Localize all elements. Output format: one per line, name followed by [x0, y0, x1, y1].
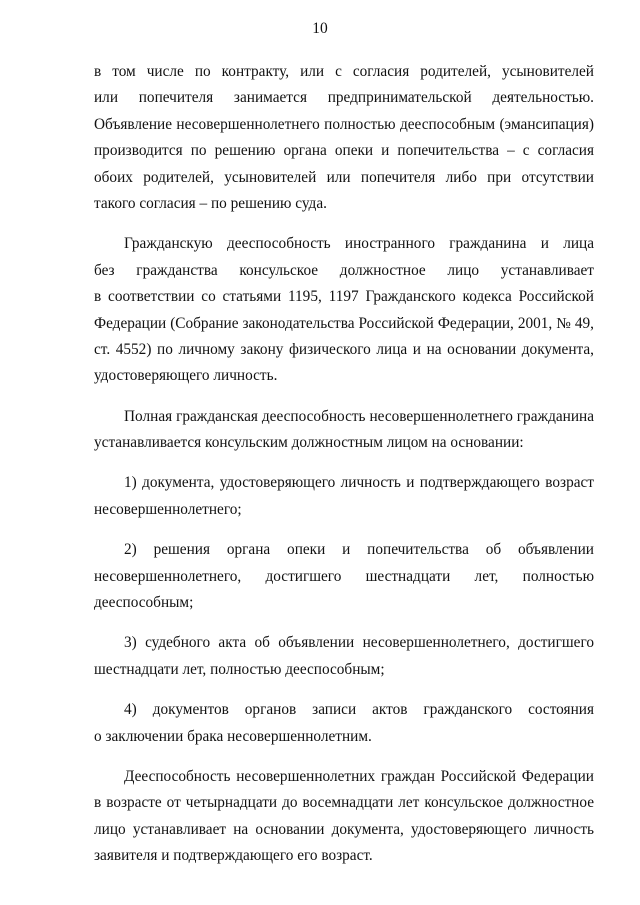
list-item: [94, 537, 594, 616]
text-line: или попечителя занимается предпринимательской деятельностью.: [94, 89, 594, 107]
paragraph: [94, 59, 594, 217]
text-line: устанавливается консульским должностным лицом на основании:: [94, 434, 524, 452]
text-line: о заключении брака несовершеннолетним.: [94, 727, 372, 745]
text-line: без гражданства консульское должностное лицо устанавливает: [94, 261, 594, 279]
text-line: Полная гражданская дееспособность несовершеннолетнего гражданина: [124, 407, 594, 425]
text-line: в соответствии со статьями 1195, 1197 Гражданского кодекса Российской: [94, 288, 594, 306]
text-line: ст. 4552) по личному закону физического лица и на основании документа,: [94, 340, 594, 358]
document-body: [94, 59, 594, 870]
text-line: в возрасте от четырнадцати до восемнадцати лет консульское должностное: [94, 794, 594, 812]
text-line: 2) решения органа опеки и попечительства об объявлении: [124, 541, 594, 559]
text-line: 1) документа, удостоверяющего личность и подтверждающего возраст: [124, 474, 594, 492]
page-number: 10: [312, 20, 328, 37]
text-line: дееспособным;: [94, 594, 194, 612]
text-line: Федерации (Собрание законодательства Российской Федерации, 2001, № 49,: [94, 314, 594, 332]
text-line: в том числе по контракту, или с согласия родителей, усыновителей: [94, 63, 594, 80]
text-line: шестнадцати лет, полностью дееспособным;: [94, 660, 385, 678]
list-item: [94, 697, 594, 750]
text-line: заявителя и подтверждающего его возраст.: [94, 847, 373, 865]
paragraph: [94, 764, 594, 870]
text-line: производится по решению органа опеки и попечительства – с согласия: [94, 142, 594, 160]
text-line: Объявление несовершеннолетнего полностью дееспособным (эмансипация): [94, 115, 594, 133]
text-line: 4) документов органов записи актов гражданского состояния: [124, 701, 594, 719]
text-line: удостоверяющего личность.: [94, 367, 278, 385]
text-line: несовершеннолетнего, достигшего шестнадцати лет, полностью: [94, 567, 594, 585]
paragraph: [94, 231, 594, 389]
text-line: лицо устанавливает на основании документа, удостоверяющего личность: [94, 820, 594, 838]
text-line: Дееспособность несовершеннолетних граждан Российской Федерации: [124, 767, 594, 785]
text-line: такого согласия – по решению суда.: [94, 194, 327, 212]
text-line: несовершеннолетнего;: [94, 500, 242, 518]
list-item: [94, 630, 594, 683]
text-line: Гражданскую дееспособность иностранного гражданина и лица: [124, 235, 594, 253]
text-line: 3) судебного акта об объявлении несовершеннолетнего, достигшего: [124, 634, 594, 652]
list-item: [94, 470, 594, 523]
paragraph: [94, 404, 594, 457]
text-line: обоих родителей, усыновителей или попечителя либо при отсутствии: [94, 168, 594, 186]
